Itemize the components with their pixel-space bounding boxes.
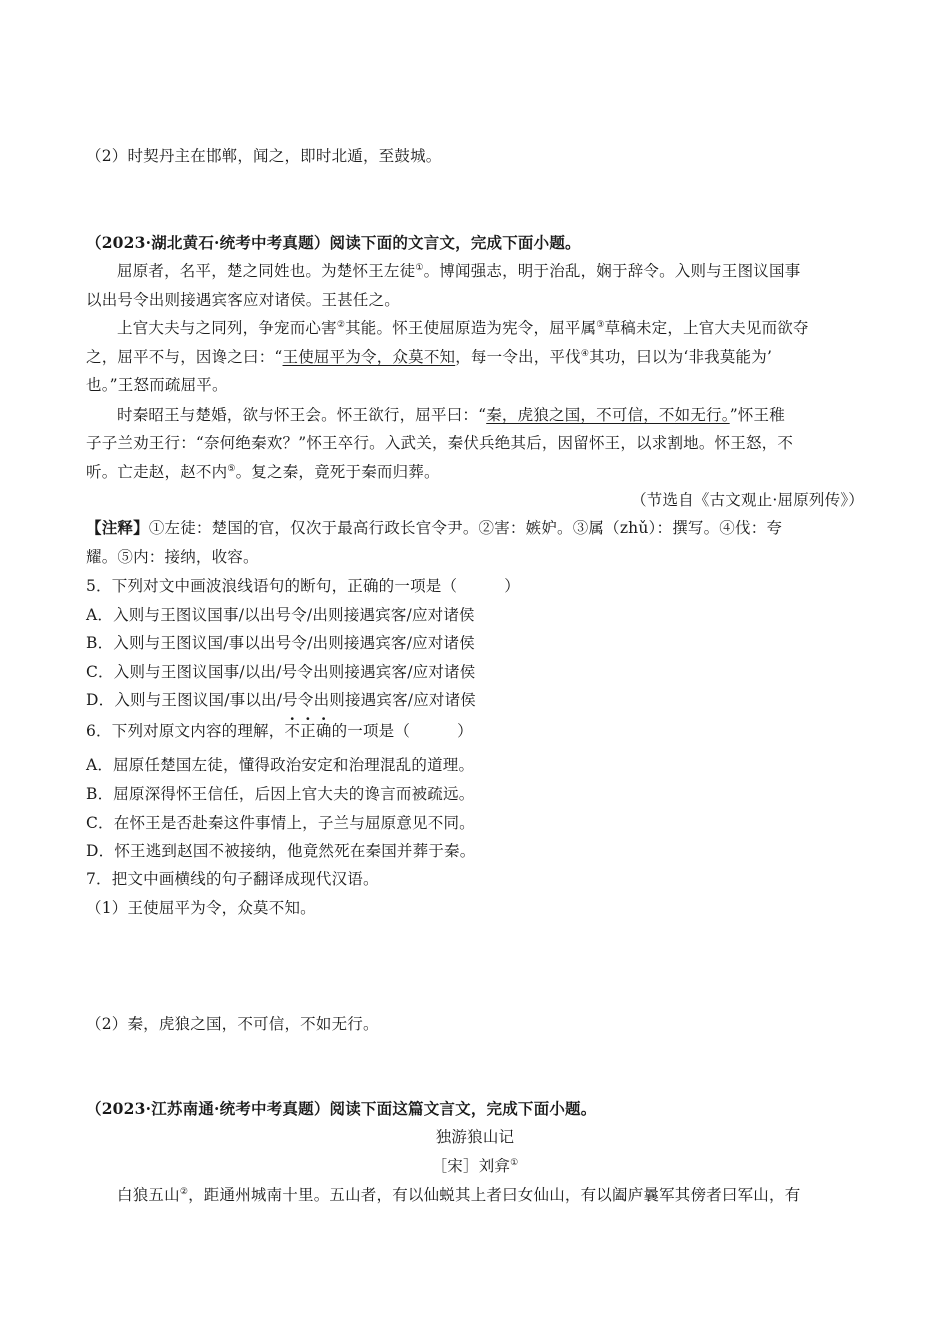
passage1-para3-line3: 听。亡走赵，赵不内⑤。复之秦，竟死于秦而归葬。 [86, 463, 440, 481]
q6-option-d: D．怀王逃到赵国不被接纳，他竟然死在秦国并葬于秦。 [86, 842, 476, 860]
emphasis-char: 正 [300, 722, 316, 740]
q7-item-1: （1）王使屈平为令，众莫不知。 [86, 899, 316, 917]
note-ref-1: ① [510, 1158, 519, 1168]
q5-option-c: C．入则与王图议国事/以出/号令出则接遇宾客/应对诸侯 [86, 663, 476, 681]
passage1-heading: （2023·湖北黄石·统考中考真题）阅读下面的文言文，完成下面小题。 [86, 233, 581, 252]
note-ref-2: ② [336, 320, 346, 330]
q5-option-b: B．入则与王图议国/事以出号令/出则接遇宾客/应对诸侯 [86, 634, 475, 652]
note-ref-5: ⑤ [227, 464, 236, 474]
underlined-sentence-2: 秦，虎狼之国，不可信，不如无行。 [486, 406, 730, 424]
q6-option-b: B．屈原深得怀王信任，后因上官大夫的谗言而被疏远。 [86, 785, 475, 803]
q6-option-a: A．屈原任楚国左徒，懂得政治安定和治理混乱的道理。 [86, 756, 475, 774]
passage1-para1-line2: 以出号令出则接遇宾客应对诸侯。王甚任之。 [86, 291, 401, 309]
q7-item-2: （2）秦，虎狼之国，不可信，不如无行。 [86, 1015, 379, 1033]
q5-option-d: D．入则与王图议国/事以出/号令出则接遇宾客/应对诸侯 [86, 691, 476, 709]
passage2-heading: （2023·江苏南通·统考中考真题）阅读下面这篇文言文，完成下面小题。 [86, 1099, 597, 1118]
passage2-author: ［宋］刘弇① [431, 1157, 519, 1175]
q4-item-2: （2）时契丹主在邯郸，闻之，即时北遁，至鼓城。 [86, 147, 442, 165]
passage2-title: 独游狼山记 [435, 1128, 515, 1146]
passage2-para1-line1: 白狼五山②，距通州城南十里。五山者，有以仙蜕其上者曰女仙山，有以阖庐曩军其傍者曰军山，有 [117, 1186, 801, 1204]
passage1-source: （节选自《古文观止·屈原列传》） [631, 491, 864, 509]
q5-option-a: A．入则与王图议国事/以出号令/出则接遇宾客/应对诸侯 [86, 606, 475, 624]
emphasis-char: 确 [315, 722, 332, 740]
notes-label: 【注释】 [86, 518, 149, 537]
note-ref-2: ② [179, 1187, 189, 1197]
q5-stem: 5．下列对文中画波浪线语句的断句，正确的一项是（ ） [86, 577, 520, 595]
underlined-sentence-1: 王使屈平为令，众莫不知 [282, 348, 456, 366]
passage1-notes-line1: 【注释】①左徒：楚国的官，仅次于最高行政长官令尹。②害：嫉妒。③属（zhǔ）：撰写。④伐：夸 [86, 518, 783, 537]
passage1-para2-line1: 上官大夫与之同列，争宠而心害②其能。怀王使屈原造为宪令，屈平属③草稿未定，上官大夫见而欲夺 [117, 319, 809, 337]
passage1-para3-line1: 时秦昭王与楚婚，欲与怀王会。怀王欲行，屈平曰：“秦，虎狼之国，不可信，不如无行。”怀王稚 [117, 406, 785, 424]
passage1-para1-line1: 屈原者，名平，楚之同姓也。为楚怀王左徒①。博闻强志，明于治乱，娴于辞令。入则与王图议国事 [117, 262, 801, 280]
passage1-para2-line2: 之，屈平不与，因谗之曰：“王使屈平为令，众莫不知，每一令出，平伐④其功，曰以为‘非我莫能为’ [86, 348, 773, 366]
emphasis-char: 不 [284, 722, 301, 740]
note-ref-4: ④ [580, 349, 590, 359]
q7-stem: 7．把文中画横线的句子翻译成现代汉语。 [86, 870, 379, 888]
q6-option-c: C．在怀王是否赴秦这件事情上，子兰与屈原意见不同。 [86, 814, 475, 832]
note-ref-1: ① [415, 263, 424, 273]
note-ref-3: ③ [596, 320, 605, 330]
passage1-notes-line2: 耀。⑤内：接纳，收容。 [86, 548, 259, 566]
q6-stem: 6．下列对原文内容的理解，不正确的一项是（ ） [86, 722, 473, 740]
passage1-para2-line3: 也。”王怒而疏屈平。 [86, 376, 228, 394]
passage1-para3-line2: 子子兰劝王行：“奈何绝秦欢？”怀王卒行。入武关，秦伏兵绝其后，因留怀王，以求割地。怀王怒，不 [86, 434, 794, 452]
